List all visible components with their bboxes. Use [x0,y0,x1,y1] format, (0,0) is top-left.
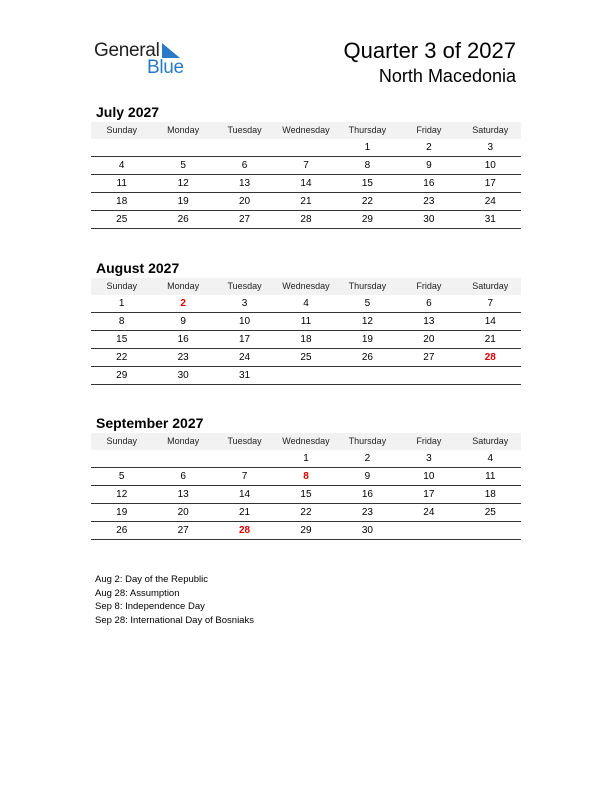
day-cell: 16 [152,331,213,349]
day-cell: 7 [214,468,275,486]
day-cell: 10 [214,313,275,331]
weekday-header: Tuesday [214,433,275,450]
day-cell: 23 [152,349,213,367]
day-cell: 16 [398,175,459,193]
day-cell [337,367,398,385]
day-cell: 25 [91,211,152,229]
day-cell: 17 [398,486,459,504]
day-cell: 10 [460,157,521,175]
day-cell: 31 [214,367,275,385]
weekday-header: Sunday [91,278,152,295]
day-cell: 29 [91,367,152,385]
day-cell: 7 [275,157,336,175]
day-cell: 5 [91,468,152,486]
day-cell: 1 [275,450,336,468]
holiday-day-cell: 28 [460,349,521,367]
day-cell: 9 [337,468,398,486]
holiday-note: Sep 28: International Day of Bosniaks [95,614,254,626]
holiday-notes [95,573,254,627]
holiday-note: Aug 28: Assumption [95,587,180,599]
day-cell: 20 [214,193,275,211]
day-cell: 30 [398,211,459,229]
weekday-header: Monday [152,278,213,295]
day-cell: 4 [460,450,521,468]
day-cell: 11 [91,175,152,193]
day-cell: 18 [91,193,152,211]
day-cell [398,522,459,540]
day-cell: 6 [398,295,459,313]
weekday-header: Friday [398,278,459,295]
day-cell: 23 [337,504,398,522]
day-cell: 4 [91,157,152,175]
day-cell [275,139,336,157]
day-cell: 31 [460,211,521,229]
day-cell: 22 [91,349,152,367]
day-cell: 19 [152,193,213,211]
day-cell [398,367,459,385]
day-cell: 3 [398,450,459,468]
day-cell: 1 [91,295,152,313]
day-cell: 21 [214,504,275,522]
day-cell: 26 [337,349,398,367]
day-cell: 14 [214,486,275,504]
month-july [91,102,521,229]
day-cell: 9 [152,313,213,331]
weekday-header: Monday [152,433,213,450]
day-cell: 4 [275,295,336,313]
day-cell: 5 [152,157,213,175]
day-cell [91,450,152,468]
weekday-header: Wednesday [275,122,336,139]
weekday-header: Friday [398,122,459,139]
day-cell: 30 [337,522,398,540]
day-cell [275,367,336,385]
weekday-header: Tuesday [214,278,275,295]
logo-word-blue: Blue [147,57,184,78]
day-cell: 13 [214,175,275,193]
day-cell: 15 [91,331,152,349]
holiday-note: Aug 2: Day of the Republic [95,574,209,585]
page-title: Quarter 3 of 2027 [343,38,516,63]
day-cell: 22 [337,193,398,211]
day-cell: 13 [398,313,459,331]
day-cell: 13 [152,486,213,504]
day-cell: 14 [275,175,336,193]
day-cell: 17 [214,331,275,349]
day-cell: 11 [460,468,521,486]
weekday-header: Friday [398,433,459,450]
day-cell: 8 [337,157,398,175]
day-cell: 26 [91,522,152,540]
weekday-header: Thursday [337,278,398,295]
day-cell: 10 [398,468,459,486]
day-cell [91,139,152,157]
day-cell: 15 [337,175,398,193]
day-cell: 7 [460,295,521,313]
day-cell [214,139,275,157]
day-cell [460,367,521,385]
day-cell: 8 [91,313,152,331]
country-name: North Macedonia [378,66,516,86]
day-cell: 27 [398,349,459,367]
weekday-header: Saturday [460,433,521,450]
day-cell: 30 [152,367,213,385]
weekday-header: Saturday [460,122,521,139]
holiday-day-cell: 2 [152,295,213,313]
day-cell: 12 [152,175,213,193]
weekday-header: Sunday [91,433,152,450]
day-cell [460,522,521,540]
day-cell: 24 [398,504,459,522]
day-cell: 28 [275,211,336,229]
day-cell: 25 [275,349,336,367]
day-cell: 2 [337,450,398,468]
month-august [91,258,521,385]
generalblue-logo [94,40,194,80]
day-cell [152,139,213,157]
day-cell: 18 [275,331,336,349]
day-cell: 15 [275,486,336,504]
day-cell: 9 [398,157,459,175]
weekday-header: Wednesday [275,278,336,295]
day-cell: 17 [460,175,521,193]
day-cell: 21 [275,193,336,211]
month-title: August 2027 [96,260,180,276]
day-cell: 19 [337,331,398,349]
calendar-grid [91,278,521,385]
day-cell: 2 [398,139,459,157]
weekday-header: Thursday [337,433,398,450]
day-cell: 20 [398,331,459,349]
day-cell: 29 [275,522,336,540]
day-cell: 20 [152,504,213,522]
holiday-note: Sep 8: Independence Day [95,601,205,613]
holiday-day-cell: 8 [275,468,336,486]
day-cell: 3 [460,139,521,157]
day-cell: 18 [460,486,521,504]
month-title: September 2027 [96,415,204,431]
day-cell: 12 [91,486,152,504]
day-cell: 25 [460,504,521,522]
weekday-header: Monday [152,122,213,139]
day-cell: 22 [275,504,336,522]
day-cell: 23 [398,193,459,211]
day-cell [152,450,213,468]
weekday-header: Saturday [460,278,521,295]
day-cell: 1 [337,139,398,157]
day-cell: 5 [337,295,398,313]
day-cell: 21 [460,331,521,349]
day-cell [214,450,275,468]
day-cell: 29 [337,211,398,229]
month-title: July 2027 [96,104,160,120]
calendar-grid [91,433,521,540]
weekday-header: Wednesday [275,433,336,450]
weekday-header: Tuesday [214,122,275,139]
day-cell: 24 [214,349,275,367]
day-cell: 3 [214,295,275,313]
weekday-header: Sunday [91,122,152,139]
day-cell: 6 [214,157,275,175]
holiday-day-cell: 28 [214,522,275,540]
day-cell: 16 [337,486,398,504]
logo-word-general: General [94,40,160,61]
calendar-grid [91,122,521,229]
day-cell: 11 [275,313,336,331]
day-cell: 27 [152,522,213,540]
day-cell: 27 [214,211,275,229]
day-cell: 12 [337,313,398,331]
weekday-header: Thursday [337,122,398,139]
day-cell: 14 [460,313,521,331]
day-cell: 19 [91,504,152,522]
day-cell: 6 [152,468,213,486]
day-cell: 26 [152,211,213,229]
month-september [91,413,521,540]
day-cell: 24 [460,193,521,211]
